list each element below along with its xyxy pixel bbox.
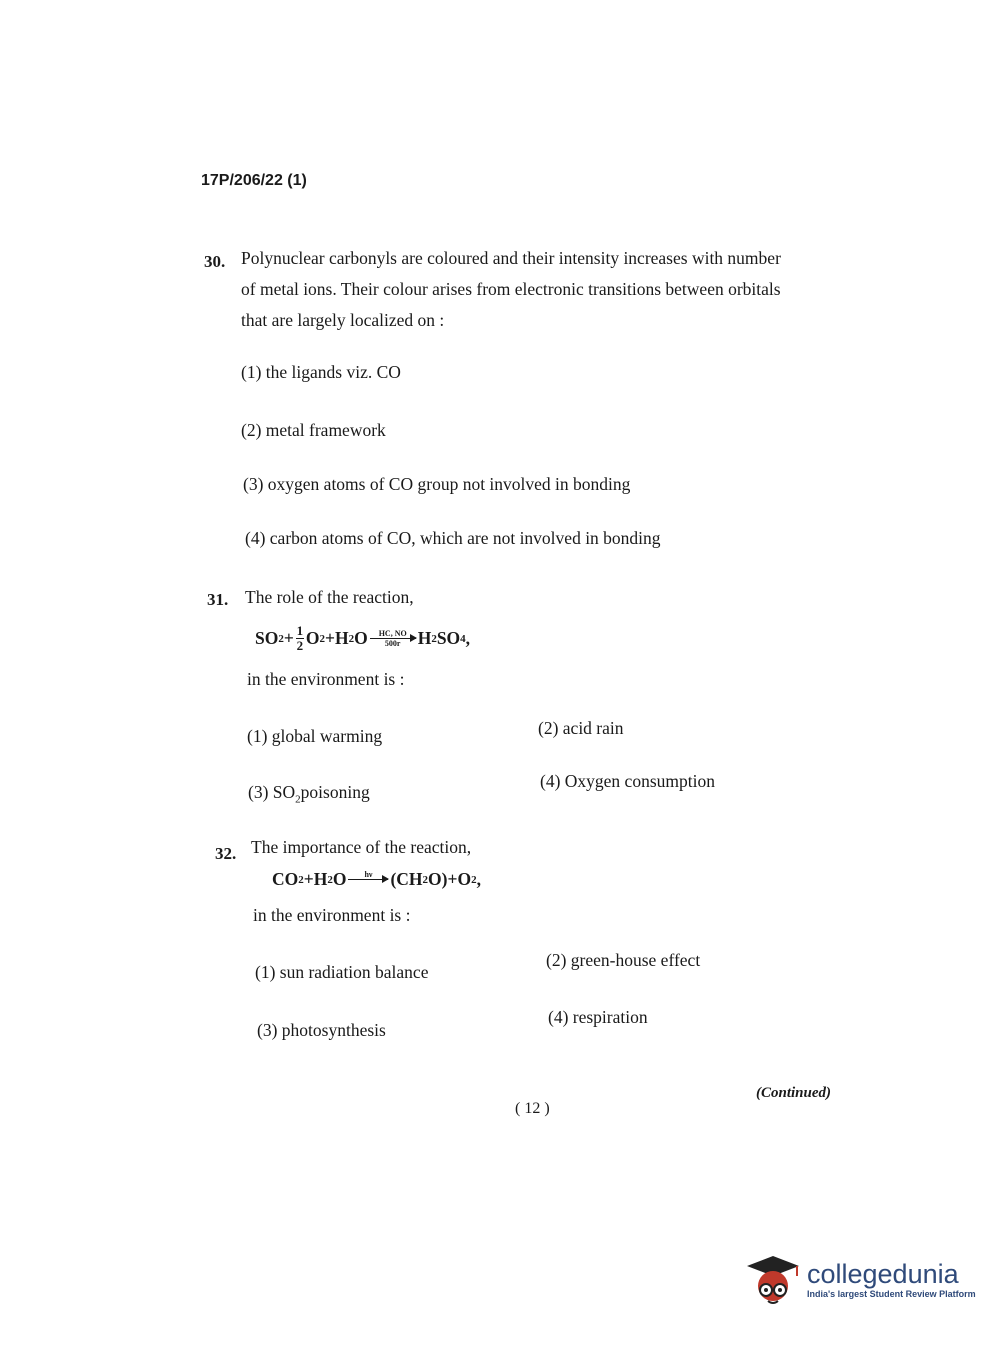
question-31-option-4: (4) Oxygen consumption: [540, 771, 715, 791]
eq32-o-plus-o: O)+O: [428, 869, 472, 889]
eq32-sub: 2: [298, 873, 304, 886]
question-31-number: 31.: [207, 590, 229, 609]
fraction-denominator: 2: [296, 638, 304, 653]
eq32-sub: 2: [471, 873, 477, 886]
collegedunia-logo: [743, 1250, 976, 1308]
eq31-h2o: O: [354, 628, 368, 648]
question-31-outro: in the environment is :: [247, 669, 405, 689]
arrow-line: [348, 879, 388, 880]
question-30-option-2: (2) metal framework: [241, 420, 386, 440]
eq32-sub: 2: [422, 873, 429, 886]
question-32-outro: in the environment is :: [253, 905, 411, 925]
eq31-product: H: [417, 628, 432, 648]
logo-text: [807, 1259, 976, 1299]
question-30-option-3: (3) oxygen atoms of CO group not involved in bonding: [243, 474, 631, 494]
eq31-so2: SO: [255, 628, 279, 648]
eq32-trail: ,: [476, 869, 481, 889]
question-30-line-3: that are largely localized on :: [241, 310, 445, 330]
question-32-intro: The importance of the reaction,: [251, 837, 472, 857]
eq31-sub: 2: [319, 632, 325, 645]
arrow-label-hv: hν: [364, 870, 373, 879]
question-32-option-2: (2) green-house effect: [546, 950, 701, 970]
eq32-plus-h: +H: [303, 869, 328, 889]
eq31-o2: O: [305, 628, 320, 648]
eq31-sub: 2: [348, 632, 355, 645]
question-30-number: 30.: [204, 252, 226, 271]
reaction-equation-32: [272, 869, 481, 890]
reaction-arrow: [370, 629, 416, 648]
fraction-numerator: 1: [296, 623, 304, 638]
option-3-tail: poisoning: [300, 782, 370, 802]
arrow-catalyst-bottom: 500r: [384, 639, 401, 648]
question-32-option-4: (4) respiration: [548, 1007, 648, 1027]
question-31-option-3: [248, 782, 370, 806]
question-30-line-2: of metal ions. Their colour arises from electronic transitions between orbitals: [241, 279, 781, 299]
eq32-ch: (CH: [390, 869, 423, 889]
reaction-equation-31: [255, 625, 470, 652]
question-30-text: [241, 243, 781, 336]
eq32-sub: 2: [327, 873, 333, 886]
eq32-o: O: [332, 869, 347, 889]
eq31-plus-h: +H: [324, 628, 349, 648]
light-arrow: [348, 870, 388, 889]
question-31-intro: The role of the reaction,: [245, 587, 414, 607]
question-31-option-1: (1) global warming: [247, 726, 383, 746]
paper-code: 17P/206/22 (1): [201, 172, 307, 189]
eq31-plus: +: [283, 628, 294, 648]
eq31-product-so: SO: [436, 628, 461, 648]
arrow-spacer: [367, 880, 369, 889]
continued-label: (Continued): [756, 1085, 832, 1101]
question-31-option-2: (2) acid rain: [538, 718, 624, 738]
arrow-catalyst-top: HC, NO: [378, 629, 407, 638]
question-30-option-1: (1) the ligands viz. CO: [241, 362, 401, 382]
eq32-co2: CO: [272, 869, 299, 889]
brand-name: collegedunia: [807, 1259, 959, 1289]
option-3-sub: 2: [295, 793, 301, 806]
option-3-prefix: (3) SO: [248, 782, 296, 802]
mascot-icon: [743, 1250, 801, 1308]
question-30-option-4: (4) carbon atoms of CO, which are not involved in bonding: [245, 528, 661, 548]
brand-tagline: India's largest Student Review Platform: [807, 1289, 976, 1299]
arrow-line: [370, 638, 416, 639]
question-32-option-3: (3) photosynthesis: [257, 1020, 386, 1040]
half-fraction: [296, 625, 304, 652]
question-30-line-1: Polynuclear carbonyls are coloured and their intensity increases with number: [241, 248, 781, 268]
eq31-sub: 2: [431, 632, 437, 645]
eq31-trail: ,: [465, 628, 471, 648]
eq31-sub: 2: [278, 632, 284, 645]
question-32-option-1: (1) sun radiation balance: [255, 962, 429, 982]
question-32-number: 32.: [215, 844, 237, 863]
page-number: ( 12 ): [515, 1100, 550, 1117]
eq31-sub: 4: [460, 632, 466, 645]
